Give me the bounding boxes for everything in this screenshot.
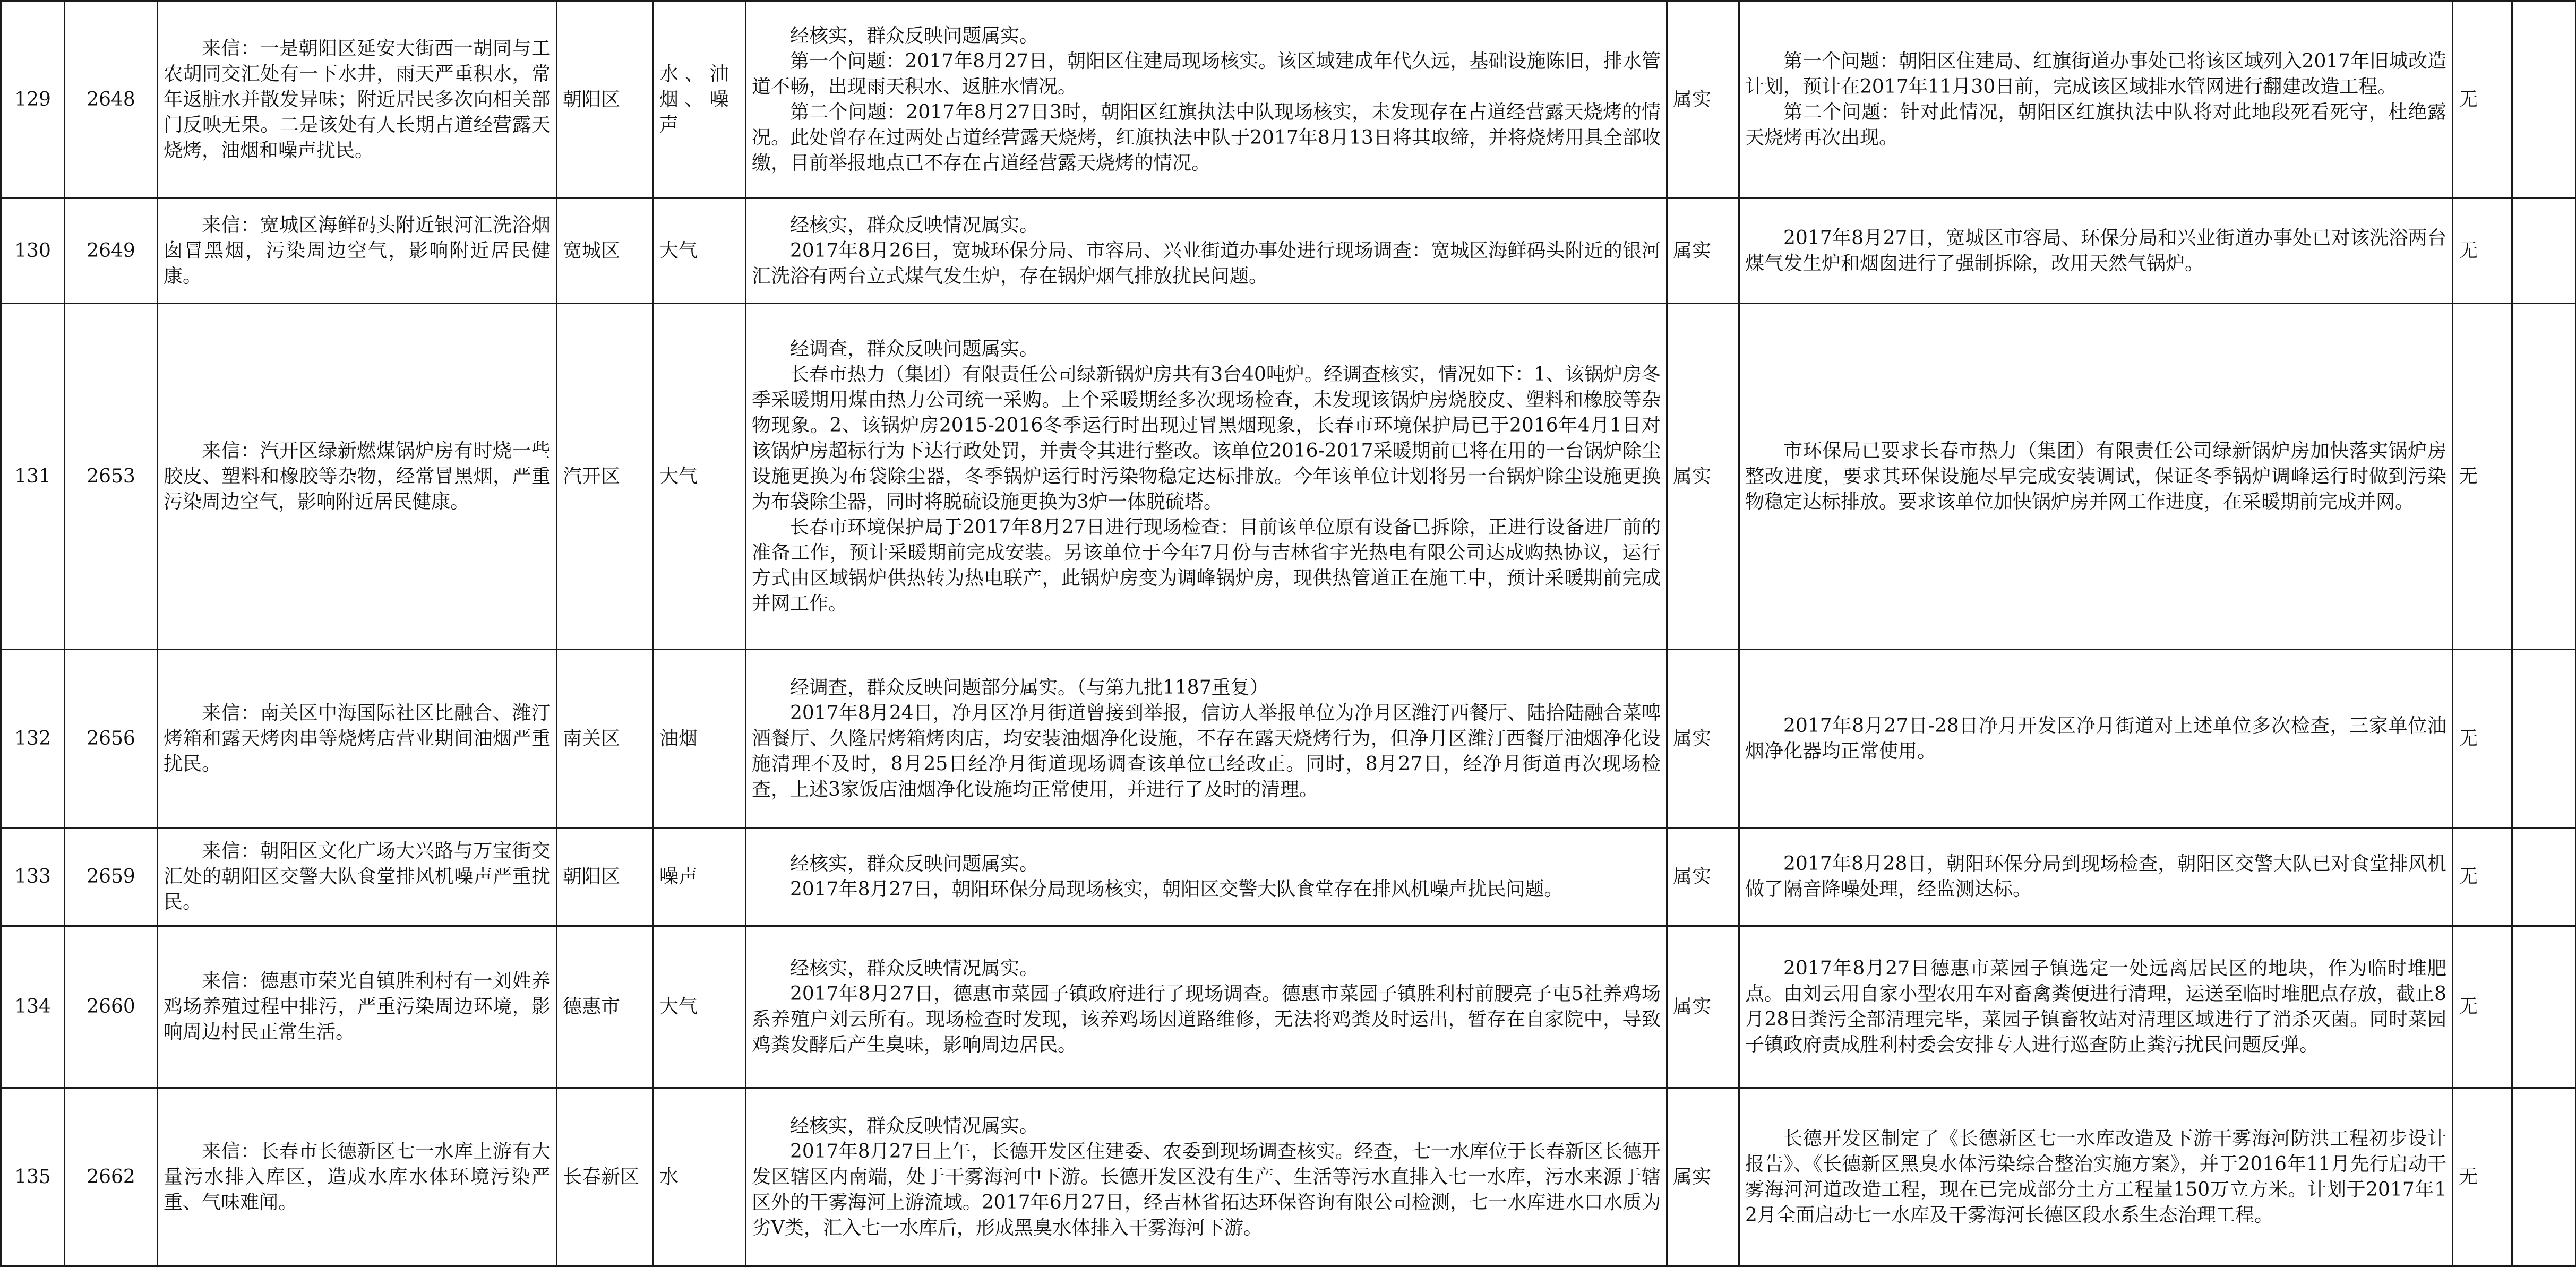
actions-cell <box>1739 199 2453 304</box>
row-number-cell: 132 <box>1 650 65 828</box>
findings-cell <box>746 1 1667 199</box>
findings-cell-paragraph: 经核实，群众反映问题属实。 <box>790 853 1039 875</box>
actions-cell <box>1739 1088 2453 1266</box>
row-number-cell: 135 <box>1 1088 65 1266</box>
letter-text: 来信：南关区中海国际社区比融合、潍汀烤箱和露天烤肉串等烧烤店营业期间油烟严重扰民。 <box>164 702 551 775</box>
actions-cell <box>1739 828 2453 926</box>
letter-cell <box>158 304 557 650</box>
findings-cell-paragraph: 第一个问题：2017年8月27日，朝阳区住建局现场核实。该区域建成年代久远，基础设施陈旧，排水管道不畅，出现雨天积水、返脏水情况。 <box>752 50 1661 98</box>
verdict-cell: 属实 <box>1667 828 1739 926</box>
table-row <box>1 1 2576 199</box>
empty-cell <box>2512 1088 2576 1266</box>
verdict-cell: 属实 <box>1667 1 1739 199</box>
verdict-cell: 属实 <box>1667 304 1739 650</box>
row-number-cell: 130 <box>1 199 65 304</box>
table-row <box>1 926 2576 1088</box>
empty-cell <box>2512 650 2576 828</box>
row-number-cell: 133 <box>1 828 65 926</box>
district-cell: 南关区 <box>557 650 654 828</box>
findings-cell-paragraph: 经核实，群众反映情况属实。 <box>790 958 1039 979</box>
findings-cell-paragraph: 经调查，群众反映问题部分属实。（与第九批1187重复） <box>790 676 1269 698</box>
case-id-cell: 2653 <box>65 304 158 650</box>
accountability-cell: 无 <box>2453 199 2512 304</box>
actions-cell-paragraph: 市环保局已要求长春市热力（集团）有限责任公司绿新锅炉房加快落实锅炉房整改进度，要求其环保设施尽早完成安装调试，保证冬季锅炉调峰运行时做到污染物稳定达标排放。要求该单位加快锅炉房并网工作进度，在采暖期前完成并网。 <box>1745 439 2446 513</box>
findings-cell-paragraph: 经调查，群众反映问题属实。 <box>790 338 1039 360</box>
case-id-cell: 2648 <box>65 1 158 199</box>
actions-cell-paragraph: 2017年8月27日-28日净月开发区净月街道对上述单位多次检查，三家单位油烟净化器均正常使用。 <box>1745 714 2446 762</box>
accountability-cell: 无 <box>2453 1 2512 199</box>
findings-cell-paragraph: 2017年8月27日上午，长德开发区住建委、农委到现场调查核实。经查，七一水库位于长春新区长德开发区辖区内南端，处于干雾海河中下游。长德开发区没有生产、生活等污水直排入七一水库，污水来源于辖区外的干雾海河上游流域。2017年6月27日，经吉林省拓达环保咨询有限公司检测，七一水库进水口水质为劣V类，汇入七一水库后，形成黑臭水体排入干雾海河下游。 <box>752 1140 1661 1239</box>
verdict-cell: 属实 <box>1667 650 1739 828</box>
findings-cell <box>746 304 1667 650</box>
findings-cell <box>746 828 1667 926</box>
findings-cell-paragraph: 长春市热力（集团）有限责任公司绿新锅炉房共有3台40吨炉。经调查核实，情况如下：1、该锅炉房冬季采暖期用煤由热力公司统一采购。上个采暖期经多次现场检查，未发现该锅炉房烧胶皮、塑料和橡胶等杂物现象。2、该锅炉房2015-2016冬季运行时出现过冒黑烟现象，长春市环境保护局已于2016年4月1日对该锅炉房超标行为下达行政处罚，并责令其进行整改。该单位2016-2017采暖期前已将在用的一台锅炉除尘设施更换为布袋除尘器，冬季锅炉运行时污染物稳定达标排放。今年该单位计划将另一台锅炉除尘设施更换为布袋除尘器，同时将脱硫设施更换为3炉一体脱硫塔。 <box>752 363 1661 513</box>
accountability-cell: 无 <box>2453 1088 2512 1266</box>
table-row <box>1 1088 2576 1266</box>
verdict-cell: 属实 <box>1667 1088 1739 1266</box>
empty-cell <box>2512 828 2576 926</box>
district-cell: 朝阳区 <box>557 828 654 926</box>
case-id-cell: 2649 <box>65 199 158 304</box>
district-cell: 汽开区 <box>557 304 654 650</box>
accountability-cell: 无 <box>2453 828 2512 926</box>
pollution-type-cell: 大气 <box>654 304 746 650</box>
findings-cell-paragraph: 2017年8月27日，德惠市菜园子镇政府进行了现场调查。德惠市菜园子镇胜利村前腰亮子屯5社养鸡场系养殖户刘云所有。现场检查时发现，该养鸡场因道路维修，无法将鸡粪及时运出，暂存在自家院中，导致鸡粪发酵后产生臭味，影响周边居民。 <box>752 983 1661 1056</box>
district-cell: 德惠市 <box>557 926 654 1088</box>
actions-cell <box>1739 304 2453 650</box>
findings-cell <box>746 199 1667 304</box>
actions-cell-paragraph: 第一个问题：朝阳区住建局、红旗街道办事处已将该区域列入2017年旧城改造计划，预计在2017年11月30日前，完成该区域排水管网进行翻建改造工程。 <box>1745 50 2446 98</box>
pollution-type-cell: 水 <box>654 1088 746 1266</box>
letter-text: 来信：长春市长德新区七一水库上游有大量污水排入库区，造成水库水体环境污染严重、气味难闻。 <box>164 1140 551 1213</box>
row-number-cell: 134 <box>1 926 65 1088</box>
findings-cell-paragraph: 经核实，群众反映问题属实。 <box>790 24 1039 47</box>
accountability-cell: 无 <box>2453 304 2512 650</box>
table-row <box>1 650 2576 828</box>
accountability-cell: 无 <box>2453 650 2512 828</box>
actions-cell-paragraph: 长德开发区制定了《长德新区七一水库改造及下游干雾海河防洪工程初步设计报告》、《长德新区黑臭水体污染综合整治实施方案》，并于2016年11月先行启动干雾海河河道改造工程，现在已完成部分土方工程量150万立方米。计划于2017年12月全面启动七一水库及干雾海河长德区段水系生态治理工程。 <box>1745 1127 2446 1226</box>
empty-cell <box>2512 199 2576 304</box>
empty-cell <box>2512 926 2576 1088</box>
case-id-cell: 2662 <box>65 1088 158 1266</box>
case-id-cell: 2656 <box>65 650 158 828</box>
findings-cell-paragraph: 2017年8月26日，宽城环保分局、市容局、兴业街道办事处进行现场调查：宽城区海鲜码头附近的银河汇洗浴有两台立式煤气发生炉，存在锅炉烟气排放扰民问题。 <box>752 239 1661 287</box>
letter-text: 来信：汽开区绿新燃煤锅炉房有时烧一些胶皮、塑料和橡胶等杂物，经常冒黑烟，严重污染周边空气，影响附近居民健康。 <box>164 439 551 513</box>
findings-cell-paragraph: 2017年8月24日，净月区净月街道曾接到举报，信访人举报单位为净月区潍汀西餐厅、陆拾陆融合菜啤酒餐厅、久隆居烤箱烤肉店，均安装油烟净化设施，不存在露天烧烤行为，但净月区潍汀西餐厅油烟净化设施清理不及时，8月25日经净月街道现场调查该单位已经改正。同时，8月27日，经净月街道再次现场检查，上述3家饭店油烟净化设施均正常使用，并进行了及时的清理。 <box>752 702 1661 800</box>
district-cell: 宽城区 <box>557 199 654 304</box>
table-row <box>1 828 2576 926</box>
actions-cell-paragraph: 2017年8月27日，宽城区市容局、环保分局和兴业街道办事处已对该洗浴两台煤气发生炉和烟囱进行了强制拆除，改用天然气锅炉。 <box>1745 227 2446 274</box>
actions-cell <box>1739 926 2453 1088</box>
actions-cell-paragraph: 第二个问题：针对此情况，朝阳区红旗执法中队将对此地段死看死守，杜绝露天烧烤再次出现。 <box>1745 101 2446 149</box>
case-id-cell: 2660 <box>65 926 158 1088</box>
findings-cell <box>746 1088 1667 1266</box>
letter-text: 来信：宽城区海鲜码头附近银河汇洗浴烟囱冒黑烟，污染周边空气，影响附近居民健康。 <box>164 214 551 287</box>
actions-cell-paragraph: 2017年8月28日，朝阳环保分局到现场检查，朝阳区交警大队已对食堂排风机做了隔音降噪处理，经监测达标。 <box>1745 853 2446 900</box>
letter-cell <box>158 650 557 828</box>
actions-cell-paragraph: 2017年8月27日德惠市菜园子镇选定一处远离居民区的地块，作为临时堆肥点。由刘云用自家小型农用车对畜禽粪便进行清理，运送至临时堆肥点存放，截止8月28日粪污全部清理完毕，菜园子镇畜牧站对清理区域进行了消杀灭菌。同时菜园子镇政府责成胜利村委会安排专人进行巡查防止粪污扰民问题反弹。 <box>1745 958 2446 1056</box>
actions-cell <box>1739 650 2453 828</box>
findings-cell-paragraph: 经核实，群众反映情况属实。 <box>790 214 1039 236</box>
letter-text: 来信：朝阳区文化广场大兴路与万宝街交汇处的朝阳区交警大队食堂排风机噪声严重扰民。 <box>164 840 551 913</box>
accountability-cell: 无 <box>2453 926 2512 1088</box>
findings-cell-paragraph: 2017年8月27日，朝阳环保分局现场核实，朝阳区交警大队食堂存在排风机噪声扰民问题。 <box>790 878 1564 900</box>
letter-cell <box>158 199 557 304</box>
actions-cell <box>1739 1 2453 199</box>
letter-text: 来信：一是朝阳区延安大街西一胡同与工农胡同交汇处有一下水井，雨天严重积水，常年返脏水并散发异味；附近居民多次向相关部门反映无果。二是该处有人长期占道经营露天烧烤，油烟和噪声扰民。 <box>164 37 551 161</box>
row-number-cell: 129 <box>1 1 65 199</box>
findings-cell-paragraph: 长春市环境保护局于2017年8月27日进行现场检查：目前该单位原有设备已拆除，正进行设备进厂前的准备工作，预计采暖期前完成安装。另该单位于今年7月份与吉林省宇光热电有限公司达成购热协议，运行方式由区域锅炉供热转为热电联产，此锅炉房变为调峰锅炉房，现供热管道正在施工中，预计采暖期前完成并网工作。 <box>752 516 1661 615</box>
pollution-type-cell: 大气 <box>654 926 746 1088</box>
letter-cell <box>158 926 557 1088</box>
letter-text: 来信：德惠市荣光自镇胜利村有一刘姓养鸡场养殖过程中排污，严重污染周边环境，影响周边村民正常生活。 <box>164 970 551 1043</box>
case-id-cell: 2659 <box>65 828 158 926</box>
table-row <box>1 199 2576 304</box>
findings-cell-paragraph: 第二个问题：2017年8月27日3时，朝阳区红旗执法中队现场核实，未发现存在占道经营露天烧烤的情况。此处曾存在过两处占道经营露天烧烤，红旗执法中队于2017年8月13日将其取缔，并将烧烤用具全部收缴，目前举报地点已不存在占道经营露天烧烤的情况。 <box>752 101 1661 174</box>
verdict-cell: 属实 <box>1667 926 1739 1088</box>
district-cell: 朝阳区 <box>557 1 654 199</box>
empty-cell <box>2512 304 2576 650</box>
district-cell: 长春新区 <box>557 1088 654 1266</box>
verdict-cell: 属实 <box>1667 199 1739 304</box>
pollution-type-cell: 水 、 油烟 、 噪声 <box>654 1 746 199</box>
findings-cell <box>746 926 1667 1088</box>
table-row <box>1 304 2576 650</box>
pollution-type-cell: 噪声 <box>654 828 746 926</box>
findings-cell <box>746 650 1667 828</box>
empty-cell <box>2512 1 2576 199</box>
findings-cell-paragraph: 经核实，群众反映情况属实。 <box>790 1115 1039 1137</box>
letter-cell <box>158 828 557 926</box>
row-number-cell: 131 <box>1 304 65 650</box>
letter-cell <box>158 1 557 199</box>
letter-cell <box>158 1088 557 1266</box>
pollution-type-cell: 油烟 <box>654 650 746 828</box>
pollution-type-cell: 大气 <box>654 199 746 304</box>
